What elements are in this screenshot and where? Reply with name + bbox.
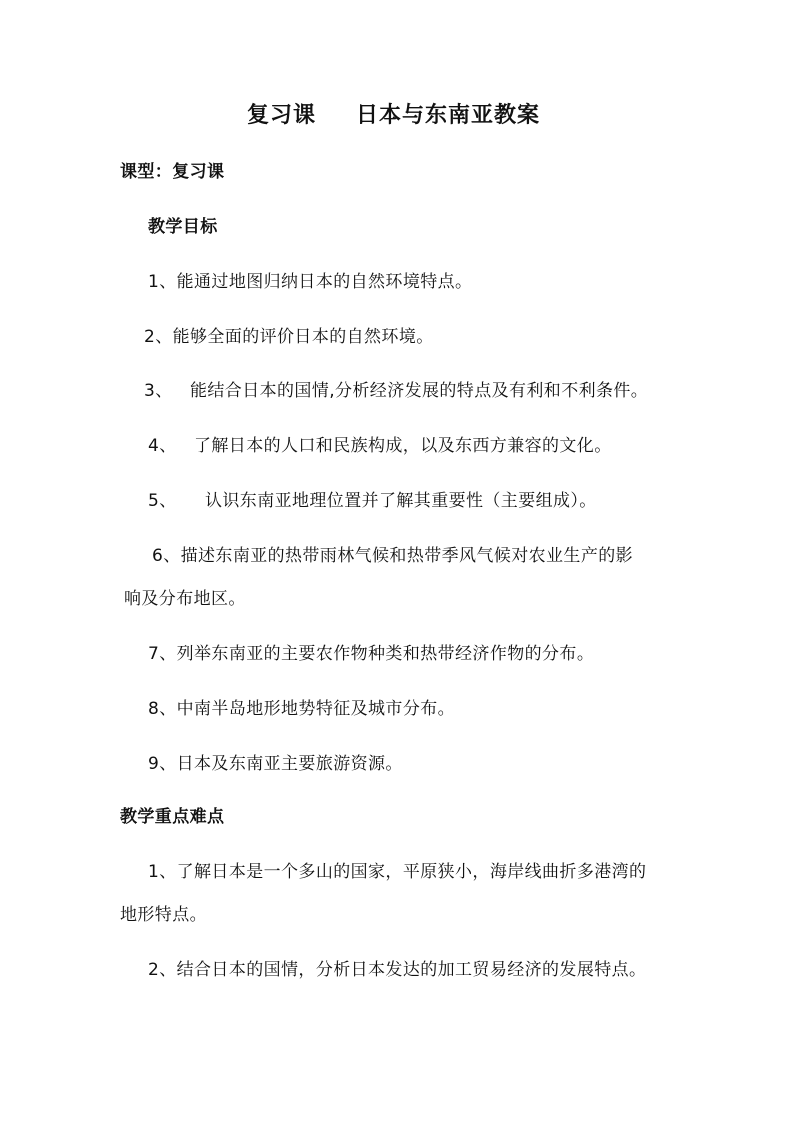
objective-number: 5、 bbox=[148, 491, 177, 511]
objective-text: 能够全面的评价日本的自然环境。 bbox=[172, 327, 434, 347]
objective-number: 3、 bbox=[144, 381, 173, 401]
objective-text: 列举东南亚的主要农作物种类和热带经济作物的分布。 bbox=[176, 644, 595, 664]
objective-number: 2、 bbox=[144, 327, 173, 347]
objective-text: 日本及东南亚主要旅游资源。 bbox=[176, 754, 403, 774]
objective-item bbox=[148, 489, 597, 513]
key-point-text: 结合日本的国情，分析日本发达的加工贸易经济的发展特点。 bbox=[176, 960, 647, 980]
objective-number: 8、 bbox=[148, 699, 177, 719]
key-point-number: 2、 bbox=[148, 960, 177, 980]
objective-item bbox=[148, 697, 455, 721]
objective-text: 了解日本的人口和民族构成，以及东西方兼容的文化。 bbox=[194, 436, 612, 456]
objective-number: 1、 bbox=[148, 272, 177, 292]
objective-number: 7、 bbox=[148, 644, 177, 664]
key-point-item bbox=[148, 958, 646, 982]
objective-number: 6、 bbox=[152, 546, 181, 566]
objective-number: 4、 bbox=[148, 436, 177, 456]
lesson-type: 课型：复习课 bbox=[120, 162, 225, 182]
objectives-heading: 教学目标 bbox=[148, 217, 218, 237]
objective-item bbox=[148, 752, 403, 776]
title-part-2: 日本与东南亚教案 bbox=[356, 103, 541, 128]
objective-number: 9、 bbox=[148, 754, 177, 774]
objective-item bbox=[144, 379, 648, 403]
objective-text: 认识东南亚地理位置并了解其重要性（主要组成）。 bbox=[205, 491, 597, 511]
objective-item bbox=[152, 544, 633, 568]
objective-text: 能结合日本的国情,分析经济发展的特点及有利和不利条件。 bbox=[190, 381, 649, 401]
objective-item bbox=[144, 325, 434, 349]
objective-item bbox=[148, 434, 612, 458]
key-point-text: 了解日本是一个多山的国家，平原狭小，海岸线曲折多港湾的 bbox=[176, 862, 647, 882]
objective-text: 能通过地图归纳日本的自然环境特点。 bbox=[176, 272, 473, 292]
objective-text: 描述东南亚的热带雨林气候和热带季风气候对农业生产的影 bbox=[180, 546, 634, 566]
key-point-number: 1、 bbox=[148, 862, 177, 882]
objective-item-continuation: 响及分布地区。 bbox=[124, 589, 246, 609]
objective-item bbox=[148, 270, 472, 294]
title-part-1: 复习课 bbox=[247, 103, 317, 128]
objective-text: 中南半岛地形地势特征及城市分布。 bbox=[176, 699, 456, 719]
key-points-heading: 教学重点难点 bbox=[120, 807, 225, 827]
page-title bbox=[247, 104, 540, 128]
key-point-item bbox=[148, 860, 646, 884]
objective-item bbox=[148, 642, 594, 666]
key-point-item-continuation: 地形特点。 bbox=[120, 905, 207, 925]
